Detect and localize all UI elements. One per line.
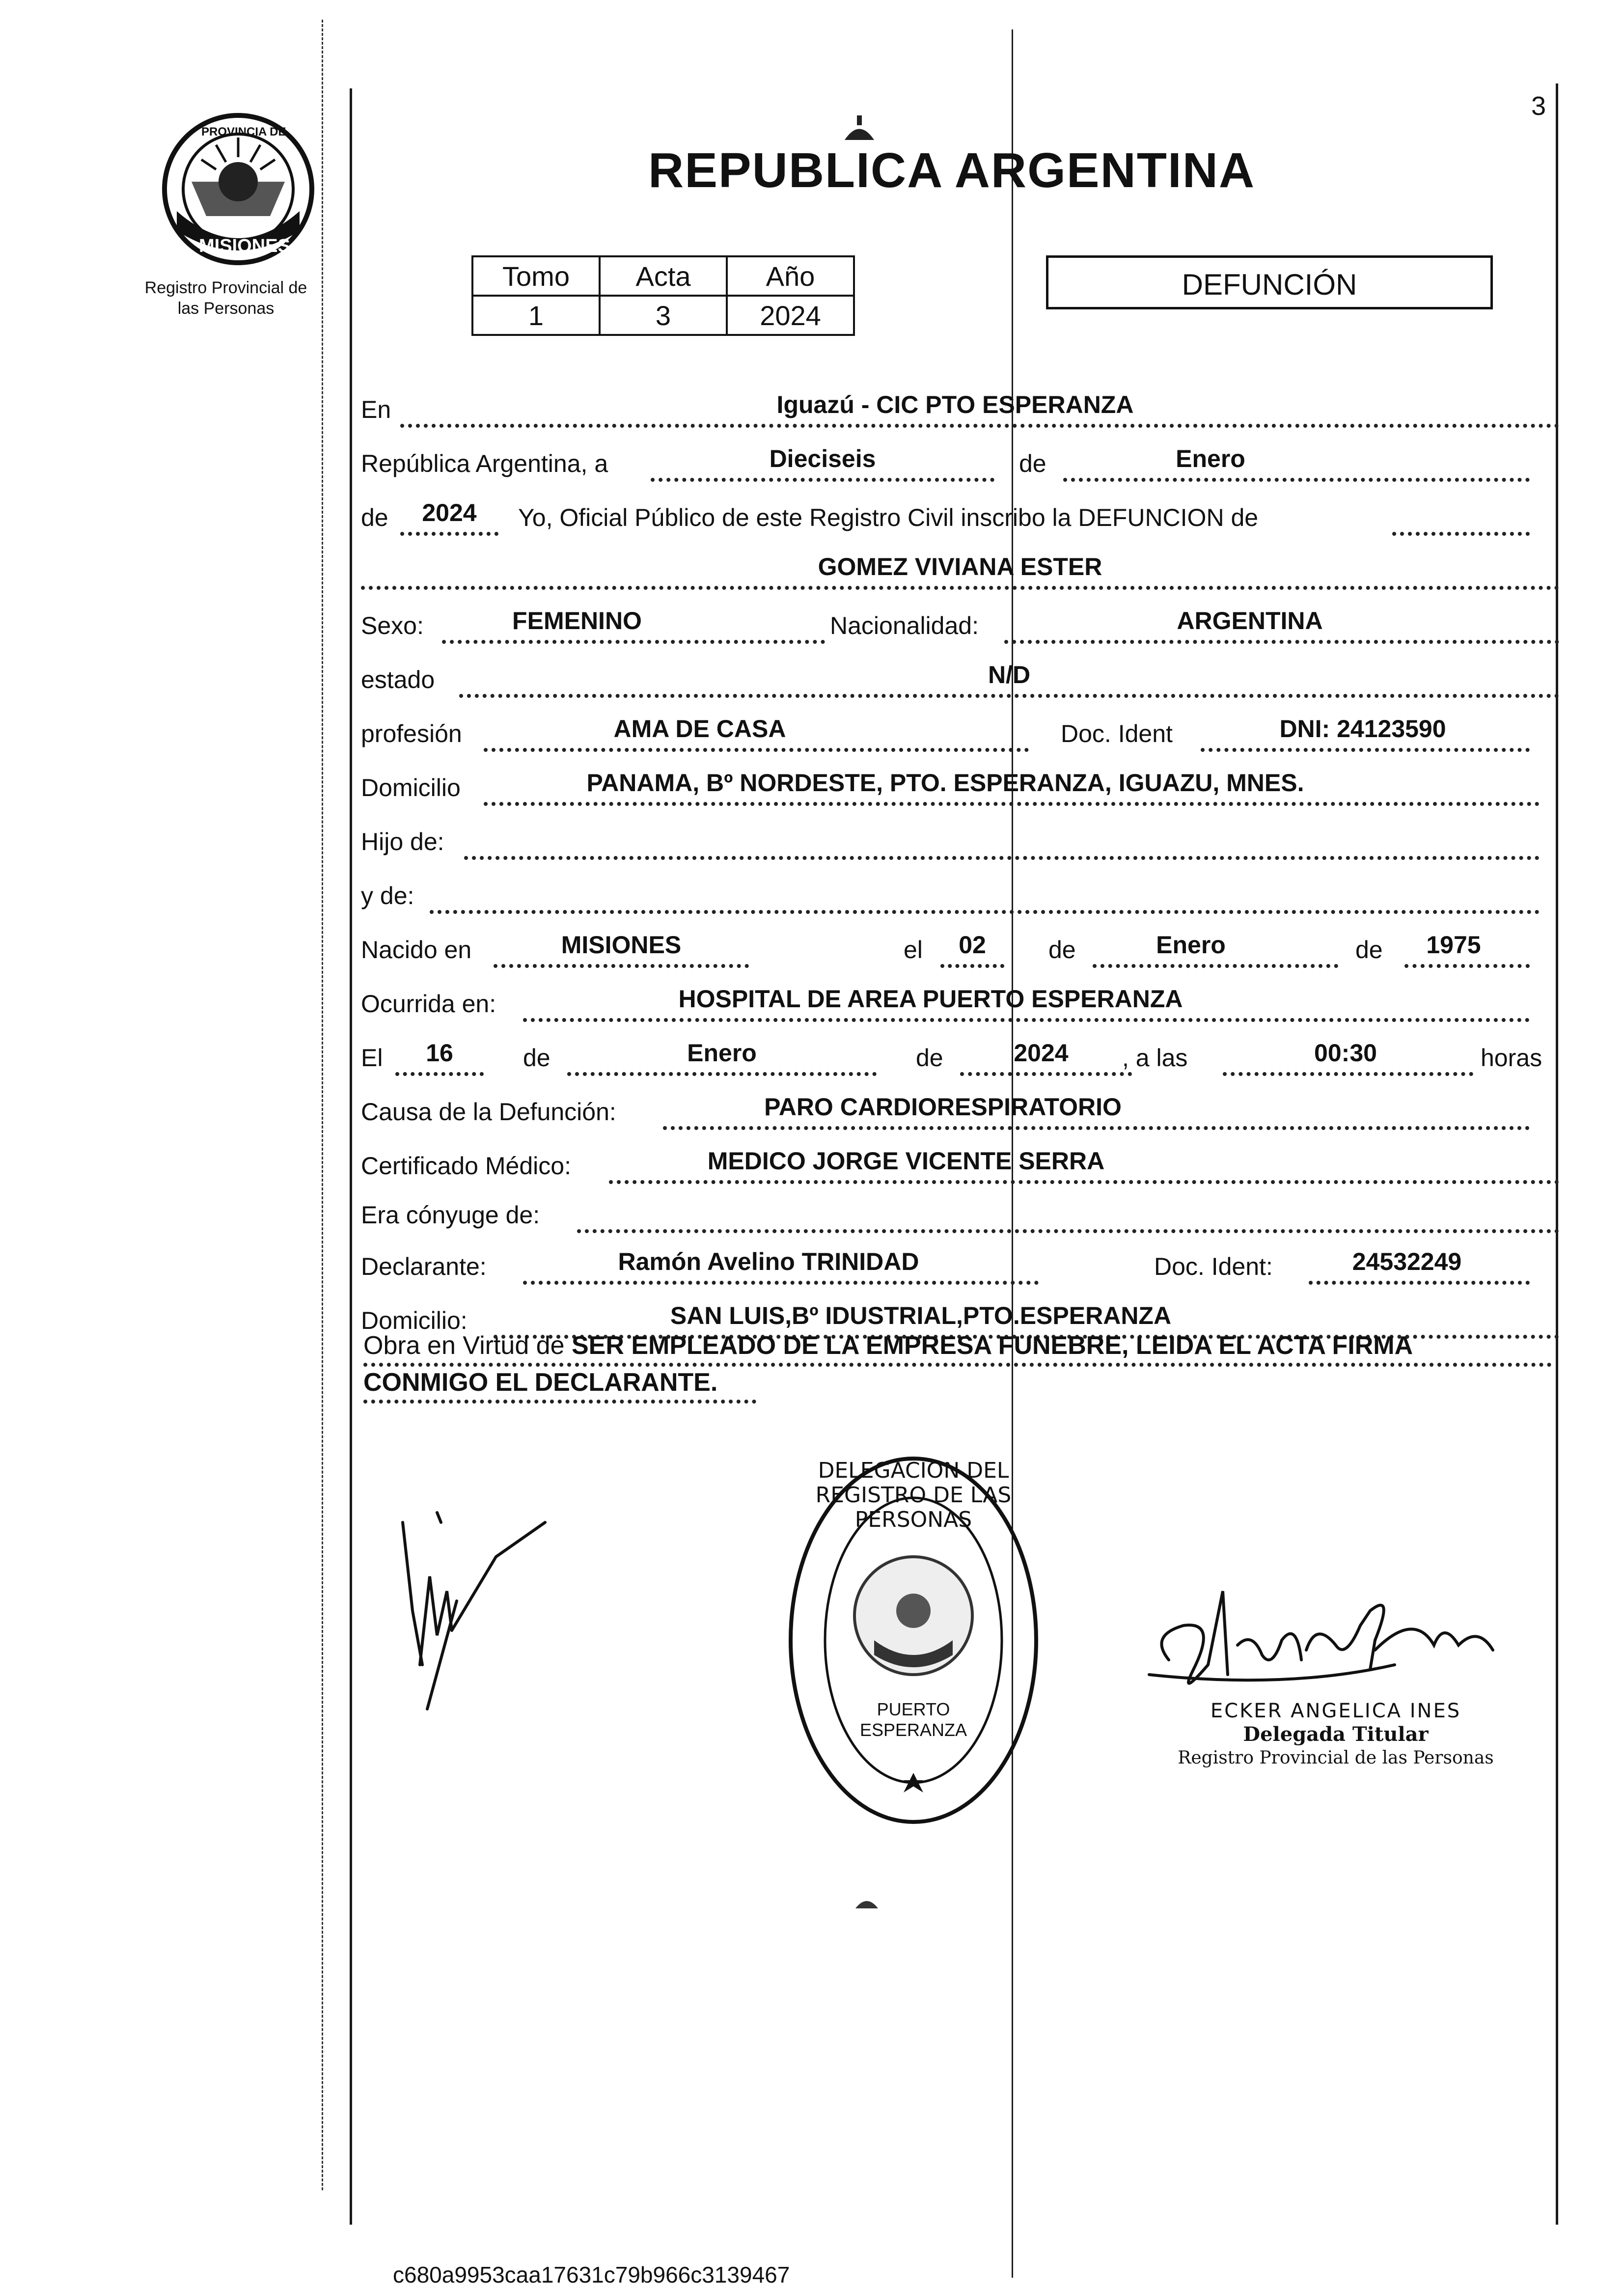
obra-line-2 [363,1368,717,1397]
label-profesion: profesión [361,720,462,747]
value-domicilio: PANAMA, Bº NORDESTE, PTO. ESPERANZA, IGUAZU, MNES. [586,769,1304,797]
label-fecha-de: de [1019,450,1046,477]
dotted-line [960,1072,1132,1076]
seal-text-top: PROVINCIA DE [201,125,286,138]
value-fecha-month: Enero [1176,445,1245,472]
obra-text-2: CONMIGO EL DECLARANTE. [363,1368,718,1397]
label-domicilio: Domicilio [361,774,461,801]
value-nacionalidad: ARGENTINA [1177,607,1323,634]
value-domicilio-declarante: SAN LUIS,Bº IDUSTRIAL,PTO.ESPERANZA [670,1302,1172,1329]
signature-name: ECKER ANGELICA INES [1210,1700,1461,1722]
stamp-ring-text: DELEGACION DEL REGISTRO DE LAS PERSONAS [815,1458,1012,1532]
record-value-acta: 3 [600,296,727,335]
value-declarante-doc: 24532249 [1352,1248,1462,1275]
dotted-line [1093,964,1338,968]
value-nacido-place: MISIONES [561,931,682,959]
dotted-line [1309,1281,1530,1285]
label-el-alas: , a las [1122,1044,1188,1072]
dotted-line [651,478,994,482]
record-table [471,255,855,336]
row-fecha [361,435,1530,489]
row-profesion [361,705,1530,759]
value-anio-year: 2024 [422,499,477,526]
dotted-line [663,1126,1530,1130]
value-ocurrida: HOSPITAL DE AREA PUERTO ESPERANZA [678,985,1183,1013]
label-fecha: República Argentina, a [361,450,608,477]
dotted-line [363,1363,1552,1367]
value-profesion: AMA DE CASA [613,715,786,743]
registry-caption [123,277,329,319]
record-value-tomo: 1 [472,296,600,335]
official-oval-stamp [786,1454,1041,1827]
document-hash: c680a9953caa17631c79b966c3139467 [393,2262,790,2288]
label-el-de2: de [916,1044,943,1072]
row-estado [361,651,1559,705]
signature-text-block [1144,1699,1527,1770]
value-nombre: GOMEZ VIVIANA ESTER [818,553,1102,580]
act-type-box: DEFUNCIÓN [1046,255,1493,309]
dotted-line [400,424,1559,428]
value-doc-ident: DNI: 24123590 [1279,715,1446,743]
obra-prefix: Obra en Virtud de [363,1331,565,1360]
row-nombre [361,543,1559,597]
value-estado: N/D [988,661,1031,689]
dotted-line [940,964,1004,968]
label-nacido: Nacido en [361,936,472,964]
label-declarante-doc: Doc. Ident: [1154,1253,1273,1280]
row-yde [361,867,1540,921]
row-anio [361,489,1530,543]
label-anio-de: de [361,504,388,531]
signature-office: Registro Provincial de las Personas [1178,1748,1494,1768]
label-nacido-de1: de [1048,936,1076,964]
registrar-signature [1139,1562,1522,1709]
row-en [361,381,1559,435]
label-en: En [361,396,391,423]
label-nacido-de2: de [1355,936,1383,964]
record-header-acta: Acta [600,256,727,296]
record-header-anio: Año [727,256,854,296]
dotted-line [442,640,825,644]
value-nacido-month: Enero [1156,931,1226,959]
dotted-line [609,1180,1559,1184]
label-sexo: Sexo: [361,612,424,639]
value-certificado: MEDICO JORGE VICENTE SERRA [707,1147,1105,1175]
value-el-time: 00:30 [1314,1039,1377,1067]
value-el-year: 2024 [1014,1039,1069,1067]
left-border-line [350,88,352,2225]
label-conyuge: Era cónyuge de: [361,1201,540,1229]
row-el [361,1029,1549,1083]
label-nacionalidad: Nacionalidad: [830,612,979,639]
row-hijo [361,813,1540,867]
label-el: El [361,1044,383,1072]
label-declarante: Declarante: [361,1253,487,1280]
margin-dash-marks [322,20,323,2190]
dotted-line [484,748,1029,752]
dotted-line [1201,748,1530,752]
row-ocurrida [361,975,1530,1029]
label-certificado: Certificado Médico: [361,1152,571,1180]
row-sexo [361,597,1559,651]
dotted-line [464,856,1540,860]
label-yde: y de: [361,882,414,910]
row-conyuge [361,1186,1559,1240]
obra-line-1 [363,1331,1413,1360]
dotted-line [577,1229,1559,1233]
dotted-line [523,1281,1039,1285]
dotted-line [363,1400,756,1404]
row-declarante [361,1238,1530,1292]
value-sexo: FEMENINO [512,607,642,634]
record-value-anio: 2024 [727,296,854,335]
value-nacido-day: 02 [959,931,986,959]
dotted-line [1392,532,1530,536]
dotted-line [1063,478,1530,482]
declarant-signature [383,1503,579,1719]
stamp-inner-text: PUERTO ESPERANZA [859,1699,967,1740]
value-causa: PARO CARDIORESPIRATORIO [764,1093,1122,1121]
value-en: Iguazú - CIC PTO ESPERANZA [776,391,1134,418]
label-domicilio-declarante: Domicilio: [361,1307,468,1334]
row-causa [361,1083,1530,1137]
value-el-month: Enero [687,1039,757,1067]
provincial-seal-logo [157,108,319,270]
text-inscribo: Yo, Oficial Público de este Registro Civil inscribo la DEFUNCION de [518,504,1259,531]
label-el-de1: de [523,1044,551,1072]
value-fecha-day: Dieciseis [769,445,876,472]
page-number: 3 [1531,91,1546,121]
label-doc-ident: Doc. Ident [1061,720,1173,747]
label-hijo: Hijo de: [361,828,444,855]
label-causa: Causa de la Defunción: [361,1098,616,1126]
record-header-tomo: Tomo [472,256,600,296]
dotted-line [1004,640,1559,644]
label-el-horas: horas [1481,1044,1542,1072]
row-domicilio [361,759,1540,813]
registry-caption-line-1: Registro Provincial de [144,278,307,297]
label-ocurrida: Ocurrida en: [361,990,496,1018]
value-el-day: 16 [426,1039,453,1067]
signature-role: Delegada Titular [1243,1723,1429,1746]
dotted-line [395,1072,484,1076]
label-nacido-el: el [904,936,923,964]
dotted-line [400,532,498,536]
dotted-line [361,586,1559,590]
seal-text-bottom: MISIONES [199,236,290,256]
scan-speck [854,1896,879,1910]
label-estado: estado [361,666,435,693]
dotted-line [459,694,1559,698]
dotted-line [430,910,1540,914]
dotted-line [523,1018,1530,1022]
value-nacido-year: 1975 [1426,931,1481,959]
coat-of-arms-small-icon [842,115,877,145]
obra-text-1: SER EMPLEADO DE LA EMPRESA FUNEBRE, LEIDA EL ACTA FIRMA [571,1331,1413,1360]
value-declarante: Ramón Avelino TRINIDAD [618,1248,919,1275]
dotted-line [567,1072,877,1076]
row-nacido [361,921,1530,975]
row-certificado [361,1137,1559,1191]
dotted-line [494,964,749,968]
dotted-line [484,802,1540,806]
registry-caption-line-2: las Personas [177,299,275,318]
dotted-line [1404,964,1530,968]
country-title: REPUBLICA ARGENTINA [648,143,1256,198]
dotted-line [1223,1072,1473,1076]
